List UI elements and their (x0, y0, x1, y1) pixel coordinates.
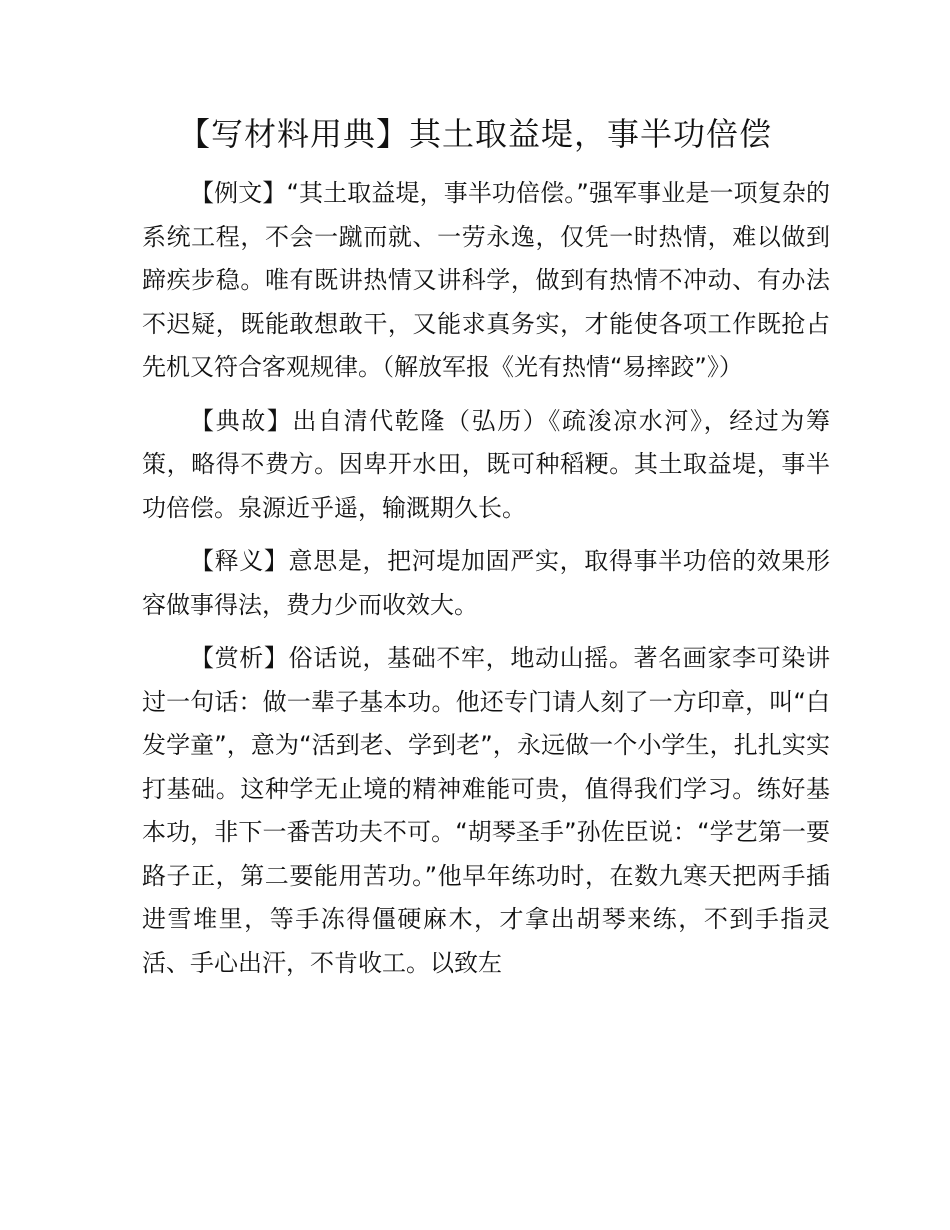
paragraph-meaning: 【释义】意思是，把河堤加固严实，取得事半功倍的效果形容做事得法，费力少而收效大。 (142, 547, 830, 619)
paragraph-example: 【例文】“其土取益堤，事半功倍偿。”强军事业是一项复杂的系统工程，不会一蹴而就、一劳永逸，仅凭一时热情，难以做到蹄疾步稳。唯有既讲热情又讲科学，做到有热情不冲动、有办法不迟疑，既能敢想敢干，又能求真务实，才能使各项工作既抢占先机又符合客观规律。（解放军报《光有热情“易摔跤”》） (142, 179, 830, 381)
article-body (142, 172, 830, 995)
page-title: 【写材料用典】其土取益堤，事半功倍偿 (177, 115, 772, 153)
paragraph-allusion: 【典故】出自清代乾隆（弘历）《疏浚凉水河》，经过为筹策，略得不费方。因卑开水田，既可种稻粳。其土取益堤，事半功倍偿。泉源近乎遥，输溉期久长。 (142, 406, 830, 522)
paragraph-appreciation: 【赏析】俗话说，基础不牢，地动山摇。著名画家李可染讲过一句话：做一辈子基本功。他还专门请人刻了一方印章，叫“白发学童”，意为“活到老、学到老”，永远做一个小学生，扎扎实实打基础。这种学无止境的精神难能可贵，值得我们学习。练好基本功，非下一番苦功夫不可。“胡琴圣手”孙佐臣说：“学艺第一要路子正，第二要能用苦功。”他早年练功时，在数九寒天把两手插进雪堆里，等手冻得僵硬麻木，才拿出胡琴来练，不到手指灵活、手心出汗，不肯收工。以致左 (142, 644, 830, 977)
